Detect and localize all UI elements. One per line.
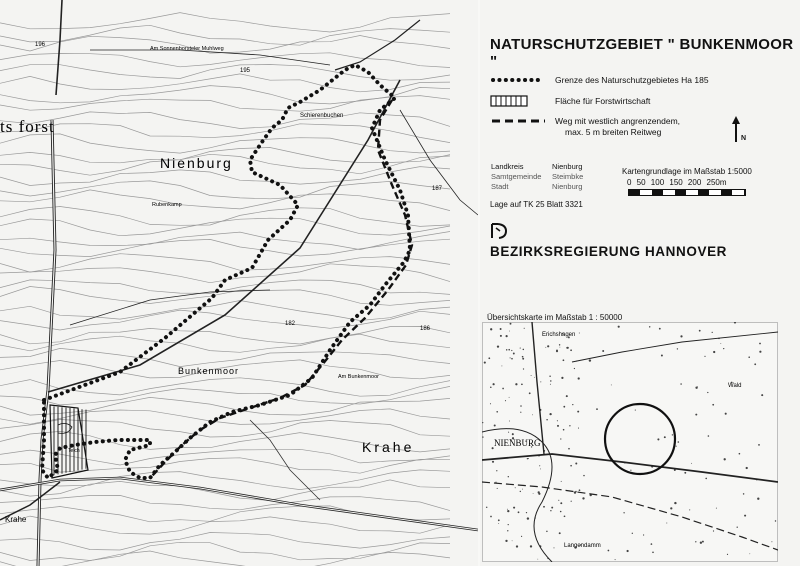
contour-line [0, 542, 450, 560]
overview-settlement-dot [635, 410, 636, 411]
overview-settlement-dot [520, 491, 521, 492]
overview-settlement-dot [507, 510, 509, 512]
overview-settlement-dot [482, 436, 483, 437]
sheet-reference: Lage auf TK 25 Blatt 3321 [490, 200, 583, 209]
overview-settlement-dot [713, 530, 714, 531]
path-mid [70, 290, 270, 325]
overview-settlement-dot [743, 493, 745, 495]
overview-settlement-dot [582, 497, 584, 499]
admin-labels [491, 162, 541, 192]
overview-settlement-dot [505, 540, 507, 542]
overview-settlement-dot [512, 540, 513, 541]
height-195: 195 [240, 68, 251, 74]
overview-settlement-dot [579, 333, 580, 334]
overview-settlement-dot [560, 511, 562, 513]
overview-settlement-dot [531, 375, 532, 376]
overview-settlement-dot [700, 542, 702, 544]
overview-settlement-dot [500, 328, 502, 330]
contour-line [0, 232, 450, 250]
overview-settlement-dot [666, 523, 667, 524]
overview-settlement-dot [516, 545, 518, 547]
overview-settlement-dot [518, 511, 520, 513]
overview-settlement-dot [527, 458, 528, 459]
overview-settlement-dot [521, 536, 522, 537]
overview-settlement-dot [570, 465, 572, 467]
overview-settlement-dot [608, 550, 610, 552]
overview-settlement-dot [758, 444, 760, 446]
overview-settlement-dot [712, 404, 714, 406]
overview-settlement-dot [670, 507, 672, 509]
overview-settlement-dot [550, 384, 551, 385]
overview-settlement-dot [677, 441, 679, 443]
scale-title: Kartengrundlage im Maßstab 1:5000 [622, 167, 752, 176]
label-forst: ts forst [0, 117, 55, 136]
contour-line [0, 53, 450, 68]
overview-settlement-dot [611, 384, 612, 385]
overview-settlement-dot [684, 472, 686, 474]
panel-divider [478, 0, 480, 566]
overview-settlement-dot [746, 467, 748, 469]
legend-path-text: Weg mit westlich angrenzendem, [555, 116, 681, 126]
overview-settlement-dot [643, 534, 644, 535]
map-title: NATURSCHUTZGEBIET " BUNKENMOOR " [490, 36, 794, 70]
legend-forestry-text: Fläche für Forstwirtschaft [555, 96, 651, 106]
overview-settlement-dot [484, 362, 486, 364]
overview-settlement-dot [515, 487, 516, 488]
overview-settlement-dot [723, 348, 724, 349]
overview-settlement-dot [533, 493, 534, 494]
contour-line [0, 181, 450, 199]
overview-settlement-dot [651, 543, 653, 545]
overview-settlement-dot [557, 420, 558, 421]
overview-settlement-dot [547, 345, 549, 347]
overview-settlement-dot [659, 328, 661, 330]
overview-settlement-dot [759, 343, 761, 345]
overview-settlement-dot [507, 509, 508, 510]
admin-values [552, 162, 583, 192]
hatched-area-symbol [490, 95, 530, 107]
overview-settlement-dot [561, 377, 563, 379]
overview-settlement-dot [649, 326, 650, 327]
overview-settlement-dot [509, 331, 510, 332]
overview-settlement-dot [680, 335, 682, 337]
overview-settlement-dot [540, 381, 541, 382]
overview-settlement-dot [496, 411, 498, 413]
overview-settlement-dot [545, 347, 546, 348]
overview-settlement-dot [737, 527, 738, 528]
overview-settlement-dot [720, 343, 721, 344]
overview-settlement-dot [540, 468, 541, 469]
overview-settlement-dot [691, 463, 692, 464]
overview-settlement-dot [538, 493, 540, 495]
overview-settlement-dot [494, 424, 496, 426]
overview-settlement-dot [564, 515, 566, 517]
overview-settlement-dot [492, 461, 494, 463]
overview-settlement-dot [754, 363, 756, 365]
overview-settlement-dot [529, 392, 531, 394]
overview-settlement-dot [553, 547, 554, 548]
overview-settlement-dot [488, 357, 490, 359]
overview-settlement-dot [520, 348, 521, 349]
overview-settlement-dot [623, 512, 624, 513]
contour-line [0, 495, 450, 510]
overview-settlement-dot [557, 425, 559, 427]
overview-settlement-dot [523, 349, 525, 351]
overview-settlement-dot [511, 350, 512, 351]
overview-settlement-dot [508, 432, 509, 433]
overview-settlement-dot [550, 380, 551, 381]
overview-label-langendamm: Langendamm [564, 543, 601, 549]
overview-settlement-dot [560, 438, 561, 439]
label-krahe: Krahe [362, 439, 415, 455]
path-east [400, 110, 478, 215]
overview-settlement-dot [739, 453, 741, 455]
contour-line [0, 254, 450, 272]
label-teich: Teich [68, 448, 80, 454]
road-north [56, 0, 62, 95]
overview-settlement-dot [702, 541, 704, 543]
overview-settlement-dot [716, 508, 717, 509]
overview-settlement-dot [712, 332, 713, 333]
overview-settlement-dot [775, 520, 776, 521]
overview-settlement-dot [596, 408, 598, 410]
admin-label-landkreis: Landkreis [491, 162, 524, 171]
agency-name: BEZIRKSREGIERUNG HANNOVER [490, 244, 728, 259]
overview-settlement-dot [558, 500, 559, 501]
overview-settlement-dot [602, 350, 604, 352]
overview-settlement-dot [680, 383, 682, 385]
overview-settlement-dot [749, 553, 750, 554]
overview-settlement-dot [677, 348, 678, 349]
overview-settlement-dot [579, 489, 581, 491]
overview-settlement-dot [561, 481, 562, 482]
label-bunkenmoor: Bunkenmoor [178, 366, 240, 376]
overview-settlement-dot [713, 351, 715, 353]
height-187: 187 [432, 186, 443, 192]
overview-settlement-dot [500, 335, 502, 337]
overview-settlement-dot [672, 434, 673, 435]
overview-settlement-dot [632, 533, 633, 534]
overview-label-erichshagen: Erichshagen [542, 332, 576, 338]
overview-settlement-dot [530, 545, 532, 547]
overview-label-wald: Wald [728, 383, 742, 389]
contour-line [0, 65, 450, 81]
admin-label-samtgemeinde: Samtgemeinde [491, 172, 542, 181]
overview-settlement-dot [577, 411, 579, 413]
overview-settlement-dot [512, 433, 514, 435]
overview-settlement-dot [748, 356, 750, 358]
overview-settlement-dot [574, 491, 576, 493]
admin-value-samtgemeinde: Steimbke [552, 172, 584, 181]
overview-settlement-dot [550, 510, 551, 511]
overview-settlement-dot [511, 358, 513, 360]
overview-settlement-dot [630, 470, 631, 471]
overview-settlement-dot [505, 400, 506, 401]
path-ne [335, 20, 420, 70]
overview-settlement-dot [496, 470, 497, 471]
overview-settlement-dot [501, 365, 502, 366]
overview-settlement-dot [549, 375, 550, 376]
overview-settlement-dot [560, 502, 562, 504]
overview-settlement-dot [498, 523, 499, 524]
overview-settlement-dot [546, 419, 547, 420]
overview-settlement-dot [510, 357, 511, 358]
overview-settlement-dot [574, 368, 575, 369]
overview-settlement-dot [725, 413, 727, 415]
overview-settlement-dot [532, 414, 533, 415]
label-nienburg: Nienburg [160, 155, 233, 171]
overview-settlement-dot [559, 347, 560, 348]
overview-settlement-dot [759, 351, 761, 353]
overview-settlement-dot [627, 550, 629, 552]
overview-settlement-dot [522, 356, 524, 358]
overview-settlement-dot [539, 465, 540, 466]
contour-line [0, 96, 450, 112]
scale-bar [628, 189, 746, 196]
overview-label-nienburg: NIENBURG [494, 438, 541, 448]
overview-settlement-dot [657, 438, 659, 440]
overview-settlement-dot [490, 403, 491, 404]
overview-settlement-dot [522, 358, 524, 360]
overview-settlement-dot [490, 516, 492, 518]
contour-line [0, 301, 450, 321]
overview-settlement-dot [724, 458, 726, 460]
overview-settlement-dot [708, 435, 710, 437]
label-krahe-small: Krahe [5, 515, 27, 524]
overview-settlement-dot [515, 383, 517, 385]
overview-settlement-dot [664, 436, 666, 438]
overview-settlement-dot [695, 541, 696, 542]
overview-settlement-dot [568, 448, 570, 450]
overview-settlement-dot [704, 356, 705, 357]
overview-settlement-dot [486, 507, 487, 508]
overview-settlement-dot [727, 554, 728, 555]
legend-boundary-text: Grenze des Naturschutzgebietes Ha 185 [555, 75, 709, 85]
overview-settlement-dot [695, 414, 697, 416]
overview-settlement-dot [589, 359, 591, 361]
admin-value-stadt: Nienburg [552, 182, 583, 191]
overview-settlement-dot [563, 406, 565, 408]
overview-settlement-dot [570, 349, 572, 351]
contour-line [0, 74, 450, 92]
overview-settlement-dot [559, 532, 561, 534]
dotted-boundary-symbol [490, 75, 546, 85]
overview-settlement-dot [575, 462, 577, 464]
contour-line [0, 516, 450, 534]
overview-settlement-dot [497, 488, 498, 489]
overview-settlement-dot [559, 344, 560, 345]
contour-line [0, 207, 450, 227]
legend-path-text-2: max. 5 m breiten Reitweg [565, 127, 662, 137]
overview-settlement-dot [578, 377, 580, 379]
overview-settlement-dot [508, 349, 510, 351]
overview-settlement-dot [482, 422, 483, 423]
overview-settlement-dot [661, 355, 663, 357]
overview-settlement-dot [615, 559, 616, 560]
overview-settlement-dot [569, 425, 570, 426]
overview-settlement-dot [508, 524, 509, 525]
overview-settlement-dot [510, 323, 512, 325]
overview-settlement-dot [497, 345, 499, 347]
contour-line [0, 36, 450, 54]
overview-settlement-dot [513, 353, 515, 355]
agency-logo-icon [490, 222, 510, 240]
contour-line [0, 397, 450, 415]
overview-settlement-dot [707, 392, 708, 393]
overview-settlement-dot [771, 541, 772, 542]
contour-line [0, 310, 450, 330]
admin-label-stadt: Stadt [491, 182, 509, 191]
overview-settlement-dot [744, 515, 746, 517]
overview-settlement-dot [534, 377, 535, 378]
overview-settlement-dot [583, 475, 584, 476]
overview-settlement-dot [520, 405, 522, 407]
overview-settlement-dot [543, 506, 545, 508]
label-am-bunkenmoor: Am Bunkenmoor [338, 374, 379, 380]
overview-settlement-dot [551, 507, 553, 509]
overview-settlement-dot [537, 559, 538, 560]
overview-settlement-dot [556, 350, 558, 352]
height-182: 182 [285, 321, 296, 327]
overview-settlement-dot [567, 347, 569, 349]
north-label: N [741, 135, 747, 142]
overview-settlement-dot [689, 509, 690, 510]
overview-settlement-dot [513, 507, 515, 509]
overview-settlement-dot [761, 394, 763, 396]
overview-settlement-dot [546, 531, 547, 532]
overview-settlement-dot [493, 383, 495, 385]
label-schierenbuchen: Schierenbuchen [300, 113, 344, 119]
reserve-boundary [42, 65, 410, 478]
overview-title: Übersichtskarte im Maßstab 1 : 50000 [487, 313, 623, 322]
height-196: 196 [35, 42, 46, 48]
overview-settlement-dot [563, 359, 565, 361]
overview-settlement-dot [674, 502, 676, 504]
overview-settlement-dot [526, 512, 527, 513]
contour-line [0, 458, 450, 473]
overview-settlement-dot [521, 383, 523, 385]
overview-settlement-dot [571, 501, 572, 502]
overview-settlement-dot [527, 517, 529, 519]
height-186: 186 [420, 326, 431, 332]
overview-settlement-dot [549, 413, 551, 415]
overview-settlement-dot [498, 519, 500, 521]
road-diagonal [48, 80, 400, 392]
overview-settlement-dot [508, 476, 509, 477]
overview-settlement-dot [523, 368, 524, 369]
contour-line [0, 420, 450, 438]
overview-settlement-dot [490, 386, 492, 388]
overview-settlement-dot [490, 328, 492, 330]
overview-settlement-dot [578, 428, 579, 429]
overview-settlement-dot [502, 388, 504, 390]
overview-settlement-dot [563, 429, 565, 431]
contour-line [0, 124, 450, 143]
overview-settlement-dot [522, 489, 523, 490]
label-rubenkamp: Rubenkamp [152, 202, 182, 208]
overview-settlement-dot [652, 551, 654, 553]
scale-ticks: 0 50 100 150 200 250m [627, 178, 727, 187]
label-sonnenborsteler: Am Sonnenborsteler Muhlweg [150, 46, 224, 52]
path-top [90, 50, 330, 65]
overview-settlement-dot [509, 397, 510, 398]
contour-line [0, 239, 450, 256]
overview-settlement-dot [757, 498, 759, 500]
overview-settlement-dot [697, 386, 698, 387]
overview-settlement-dot [506, 335, 508, 337]
overview-settlement-dot [572, 404, 573, 405]
overview-settlement-dot [699, 330, 701, 332]
overview-settlement-dot [676, 446, 677, 447]
dashed-path-symbol [490, 116, 546, 126]
overview-settlement-dot [524, 328, 525, 329]
overview-settlement-dot [506, 349, 507, 350]
overview-settlement-dot [705, 478, 707, 480]
overview-map [482, 322, 778, 562]
overview-settlement-dot [618, 326, 620, 328]
overview-settlement-dot [566, 395, 568, 397]
admin-value-landkreis: Nienburg [552, 162, 583, 171]
overview-settlement-dot [507, 530, 508, 531]
overview-settlement-dot [509, 421, 510, 422]
overview-settlement-dot [520, 412, 521, 413]
contour-line [0, 334, 450, 352]
contour-line [0, 506, 450, 522]
